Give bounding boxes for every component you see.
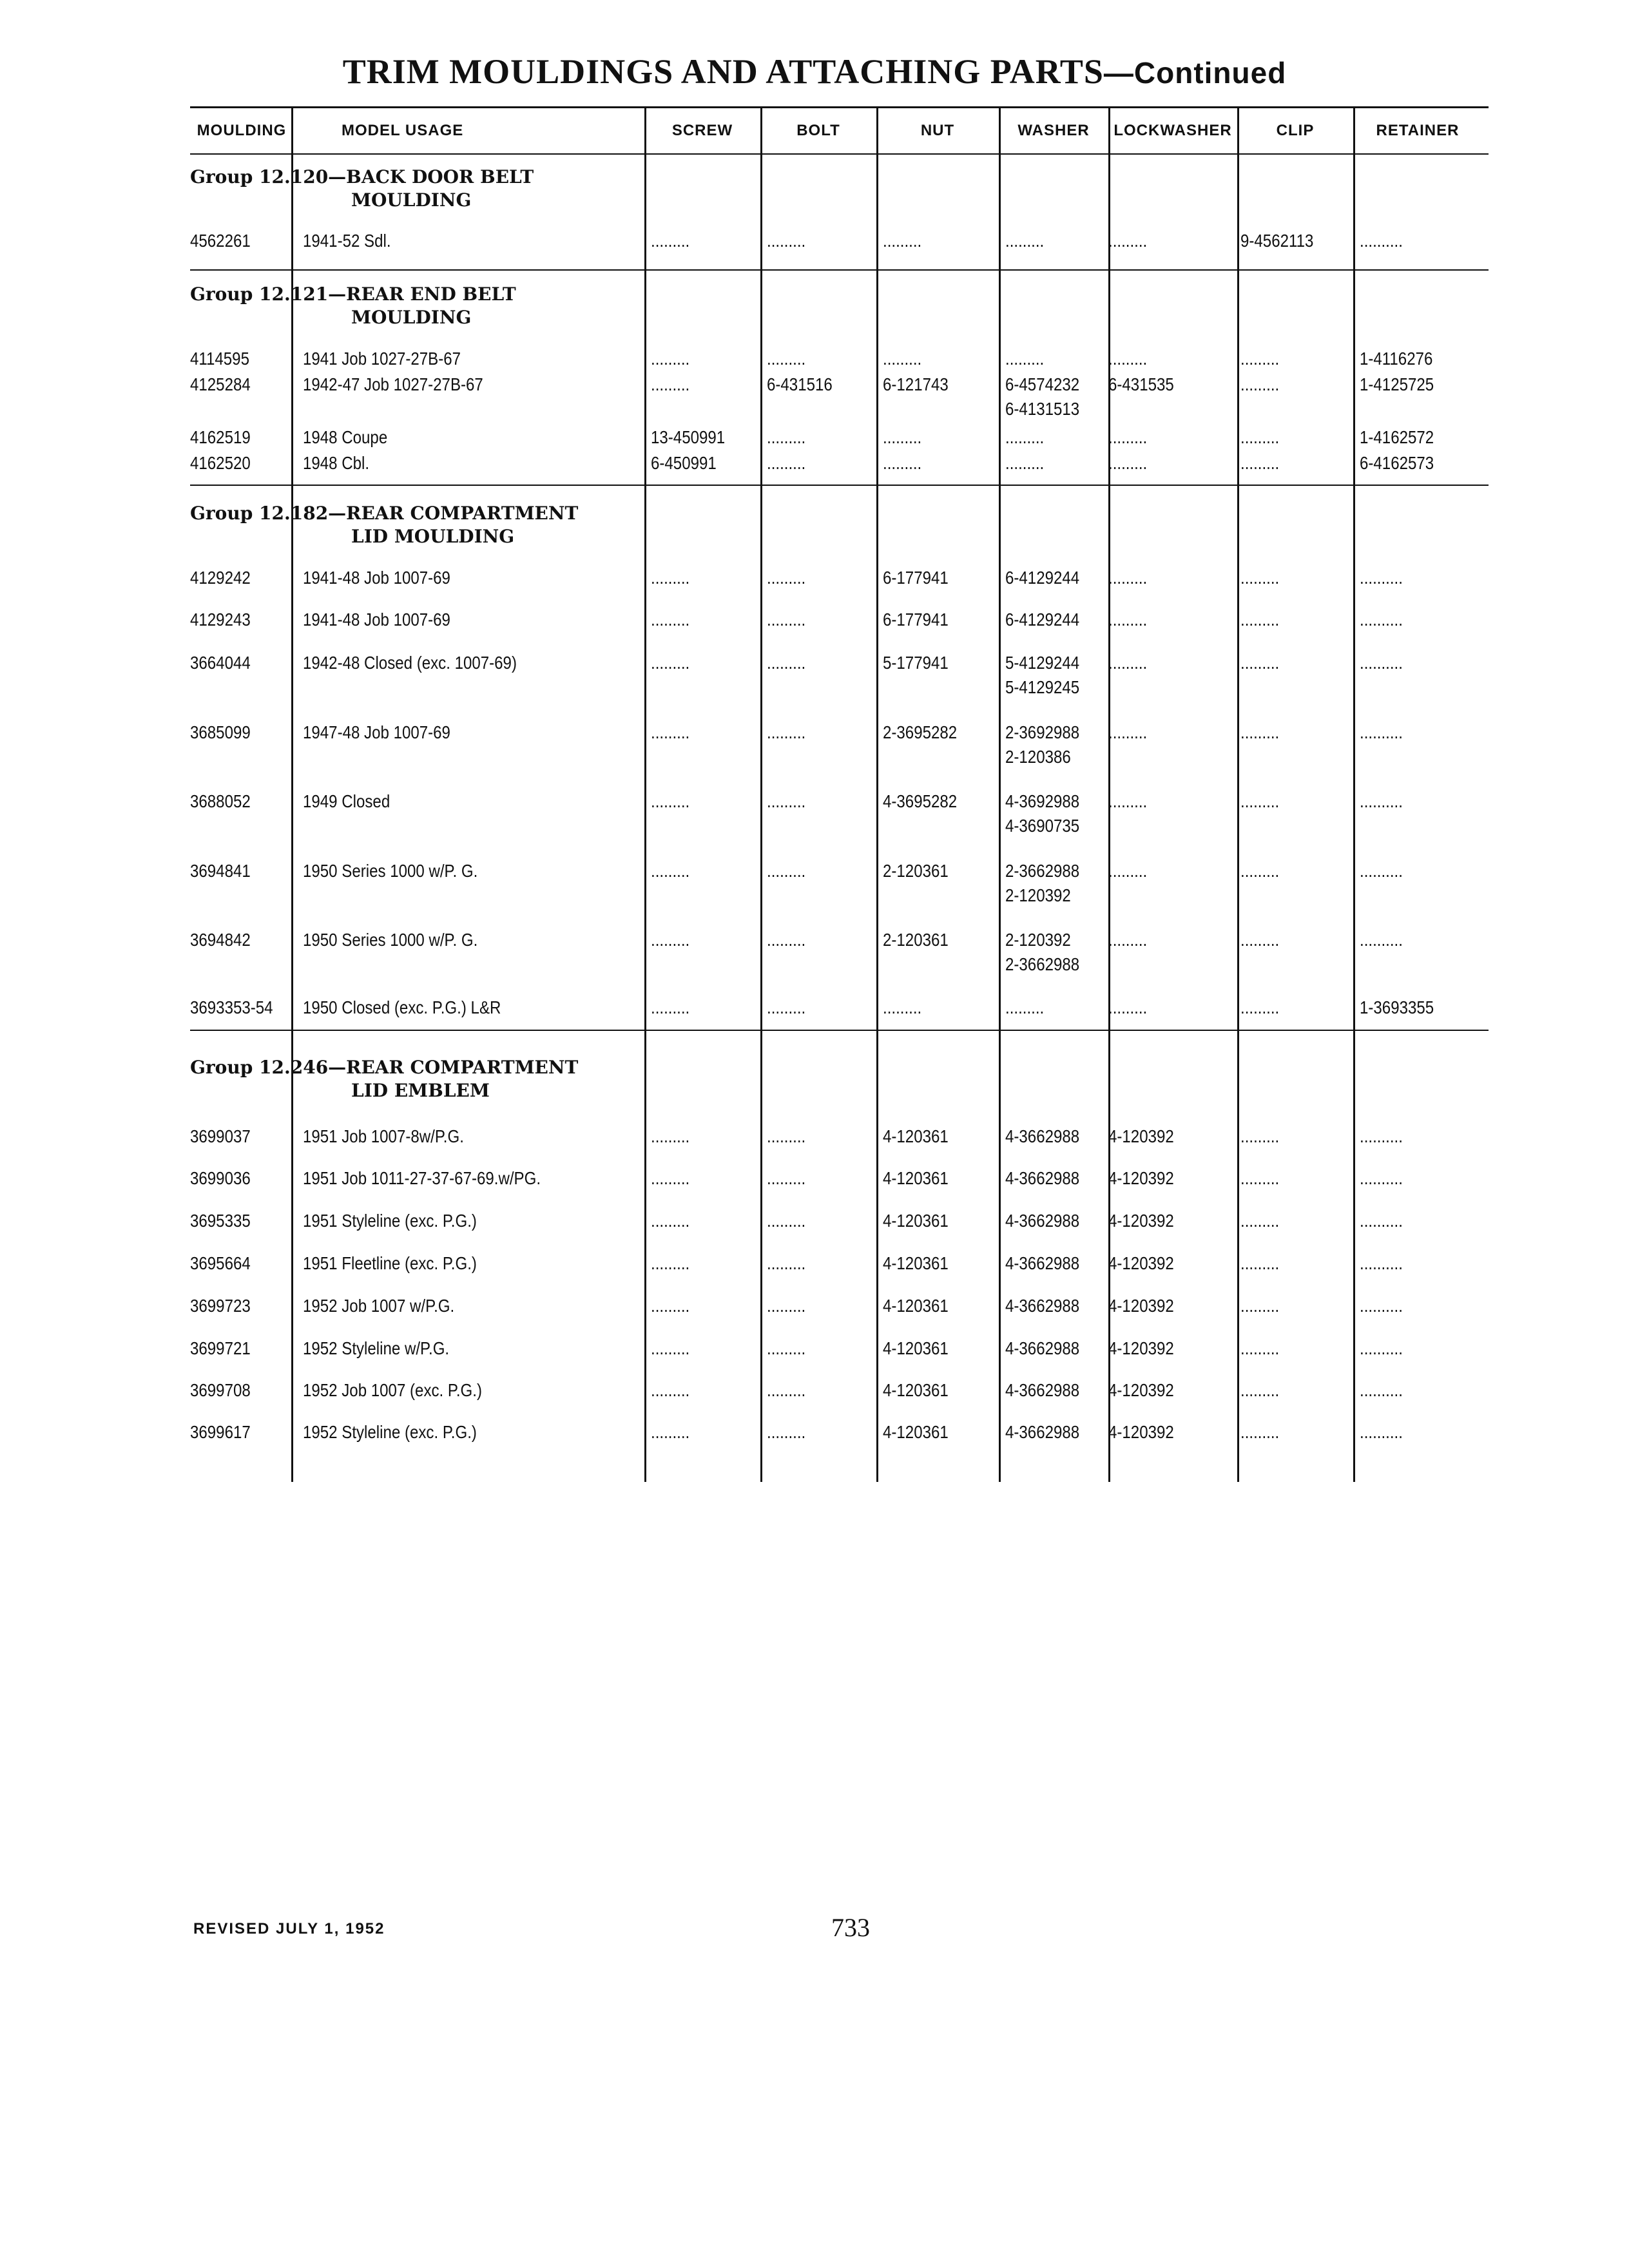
page-number: 733 xyxy=(831,1913,870,1942)
header-bottom-rule xyxy=(190,153,1489,155)
cell-washer: ......... xyxy=(1005,231,1045,251)
column-header-model-usage: MODEL USAGE xyxy=(342,122,464,139)
cell-model-usage: 1941 Job 1027-27B-67 xyxy=(303,349,461,369)
cell-lockwasher: ......... xyxy=(1108,427,1148,447)
cell-nut: 2-120361 xyxy=(883,861,949,881)
cell-clip: ......... xyxy=(1240,568,1280,588)
cell-moulding: 3699708 xyxy=(190,1380,251,1400)
cell-nut: 4-120361 xyxy=(883,1422,949,1442)
cell-retainer: 1-4125725 xyxy=(1360,374,1434,394)
cell-nut: 4-3695282 xyxy=(883,791,958,811)
cell-retainer: .......... xyxy=(1360,1211,1403,1231)
cell-retainer: .......... xyxy=(1360,1422,1403,1442)
cell-screw: ......... xyxy=(651,610,690,629)
cell-model-usage: 1942-48 Closed (exc. 1007-69) xyxy=(303,653,517,673)
cell-clip: ......... xyxy=(1240,1422,1280,1442)
cell-washer: 5-4129244 5-4129245 xyxy=(1005,653,1080,697)
cell-screw: ......... xyxy=(651,568,690,588)
column-divider xyxy=(644,106,646,1482)
cell-lockwasher: ......... xyxy=(1108,453,1148,473)
cell-moulding: 3699617 xyxy=(190,1422,251,1442)
cell-bolt: ......... xyxy=(767,1338,806,1358)
cell-screw: ......... xyxy=(651,930,690,950)
cell-screw: ......... xyxy=(651,349,690,369)
cell-washer: ......... xyxy=(1005,427,1045,447)
cell-moulding: 3699721 xyxy=(190,1338,251,1358)
cell-clip: ......... xyxy=(1240,1168,1280,1188)
cell-model-usage: 1951 Job 1007-8w/P.G. xyxy=(303,1126,464,1146)
cell-model-usage: 1952 Job 1007 (exc. P.G.) xyxy=(303,1380,482,1400)
cell-model-usage: 1942-47 Job 1027-27B-67 xyxy=(303,374,483,394)
cell-lockwasher: ......... xyxy=(1108,653,1148,673)
cell-clip: ......... xyxy=(1240,861,1280,881)
group-heading: Group 12.246—REAR COMPARTMENT xyxy=(190,1057,579,1078)
cell-clip: ......... xyxy=(1240,653,1280,673)
cell-moulding: 3694842 xyxy=(190,930,251,950)
cell-moulding: 4129243 xyxy=(190,610,251,629)
cell-moulding: 3693353-54 xyxy=(190,997,273,1017)
group-heading: LID EMBLEM xyxy=(351,1080,490,1101)
cell-washer: 2-3692988 2-120386 xyxy=(1005,722,1080,767)
cell-lockwasher: 4-120392 xyxy=(1108,1380,1174,1400)
cell-bolt: ......... xyxy=(767,722,806,742)
cell-model-usage: 1941-48 Job 1007-69 xyxy=(303,568,450,588)
cell-washer: 4-3662988 xyxy=(1005,1253,1080,1273)
cell-nut: 4-120361 xyxy=(883,1168,949,1188)
cell-clip: ......... xyxy=(1240,374,1280,394)
cell-lockwasher: ......... xyxy=(1108,610,1148,629)
cell-washer: ......... xyxy=(1005,453,1045,473)
cell-lockwasher: ......... xyxy=(1108,568,1148,588)
cell-clip: ......... xyxy=(1240,427,1280,447)
cell-model-usage: 1950 Series 1000 w/P. G. xyxy=(303,930,478,950)
cell-moulding: 3695335 xyxy=(190,1211,251,1231)
cell-nut: ......... xyxy=(883,997,922,1017)
cell-washer: 4-3662988 xyxy=(1005,1126,1080,1146)
group-heading: MOULDING xyxy=(351,307,472,328)
cell-screw: ......... xyxy=(651,997,690,1017)
cell-washer: ......... xyxy=(1005,349,1045,369)
cell-nut: ......... xyxy=(883,231,922,251)
page-title xyxy=(0,52,1629,91)
cell-moulding: 3699723 xyxy=(190,1296,251,1316)
cell-washer: 4-3662988 xyxy=(1005,1168,1080,1188)
cell-bolt: ......... xyxy=(767,1126,806,1146)
cell-washer: 4-3662988 xyxy=(1005,1211,1080,1231)
group-heading: MOULDING xyxy=(351,189,472,211)
cell-clip: ......... xyxy=(1240,1380,1280,1400)
cell-model-usage: 1950 Series 1000 w/P. G. xyxy=(303,861,478,881)
cell-moulding: 4162519 xyxy=(190,427,251,447)
cell-moulding: 4162520 xyxy=(190,453,251,473)
cell-clip: ......... xyxy=(1240,453,1280,473)
cell-model-usage: 1941-48 Job 1007-69 xyxy=(303,610,450,629)
cell-nut: 5-177941 xyxy=(883,653,949,673)
cell-washer: 4-3662988 xyxy=(1005,1296,1080,1316)
cell-retainer: .......... xyxy=(1360,1126,1403,1146)
cell-model-usage: 1947-48 Job 1007-69 xyxy=(303,722,450,742)
cell-washer: 6-4129244 xyxy=(1005,610,1080,629)
column-divider xyxy=(760,106,762,1482)
cell-lockwasher: ......... xyxy=(1108,861,1148,881)
cell-bolt: ......... xyxy=(767,1168,806,1188)
column-divider xyxy=(876,106,878,1482)
cell-bolt: ......... xyxy=(767,610,806,629)
column-header-lockwasher: LOCKWASHER xyxy=(1113,122,1232,139)
cell-clip: ......... xyxy=(1240,1338,1280,1358)
cell-bolt: ......... xyxy=(767,1380,806,1400)
cell-model-usage: 1941-52 Sdl. xyxy=(303,231,391,251)
title-suffix: —Continued xyxy=(1103,56,1287,90)
title-main: TRIM MOULDINGS AND ATTACHING PARTS xyxy=(342,52,1104,91)
cell-retainer: .......... xyxy=(1360,1338,1403,1358)
group-heading: Group 12.120—BACK DOOR BELT xyxy=(190,166,534,187)
cell-screw: ......... xyxy=(651,653,690,673)
cell-nut: 4-120361 xyxy=(883,1211,949,1231)
cell-nut: 4-120361 xyxy=(883,1338,949,1358)
cell-nut: 6-177941 xyxy=(883,610,949,629)
cell-retainer: .......... xyxy=(1360,653,1403,673)
revised-date: REVISED JULY 1, 1952 xyxy=(193,1920,385,1937)
cell-model-usage: 1951 Job 1011-27-37-67-69.w/PG. xyxy=(303,1168,541,1188)
cell-nut: 4-120361 xyxy=(883,1253,949,1273)
cell-lockwasher: ......... xyxy=(1108,231,1148,251)
column-header-bolt: BOLT xyxy=(796,122,840,139)
group-heading: Group 12.121—REAR END BELT xyxy=(190,284,516,305)
column-divider xyxy=(999,106,1001,1482)
cell-washer: 4-3662988 xyxy=(1005,1338,1080,1358)
cell-retainer: 1-4116276 xyxy=(1360,349,1433,369)
cell-model-usage: 1951 Styleline (exc. P.G.) xyxy=(303,1211,477,1231)
cell-clip: ......... xyxy=(1240,610,1280,629)
cell-nut: ......... xyxy=(883,453,922,473)
group-heading: Group 12.182—REAR COMPARTMENT xyxy=(190,503,579,524)
cell-screw: ......... xyxy=(651,861,690,881)
column-header-screw: SCREW xyxy=(671,122,733,139)
cell-screw: ......... xyxy=(651,1338,690,1358)
cell-bolt: ......... xyxy=(767,427,806,447)
cell-retainer: .......... xyxy=(1360,568,1403,588)
cell-washer: 6-4129244 xyxy=(1005,568,1080,588)
cell-bolt: ......... xyxy=(767,930,806,950)
cell-retainer: .......... xyxy=(1360,791,1403,811)
cell-retainer: 6-4162573 xyxy=(1360,453,1434,473)
cell-moulding: 3685099 xyxy=(190,722,251,742)
cell-moulding: 4114595 xyxy=(190,349,249,369)
cell-bolt: ......... xyxy=(767,349,806,369)
cell-lockwasher: 4-120392 xyxy=(1108,1296,1174,1316)
cell-model-usage: 1950 Closed (exc. P.G.) L&R xyxy=(303,997,501,1017)
cell-screw: ......... xyxy=(651,1296,690,1316)
cell-model-usage: 1952 Job 1007 w/P.G. xyxy=(303,1296,455,1316)
group-heading: LID MOULDING xyxy=(351,526,515,547)
cell-nut: 6-121743 xyxy=(883,374,949,394)
cell-retainer: .......... xyxy=(1360,722,1403,742)
column-header-moulding: MOULDING xyxy=(197,122,287,139)
cell-lockwasher: ......... xyxy=(1108,722,1148,742)
cell-clip: 9-4562113 xyxy=(1240,231,1314,251)
cell-screw: 13-450991 xyxy=(651,427,726,447)
cell-moulding: 3699037 xyxy=(190,1126,251,1146)
cell-nut: 2-3695282 xyxy=(883,722,958,742)
cell-lockwasher: 6-431535 xyxy=(1108,374,1174,394)
cell-bolt: ......... xyxy=(767,1296,806,1316)
column-divider xyxy=(1353,106,1355,1482)
cell-screw: ......... xyxy=(651,1253,690,1273)
cell-moulding: 3695664 xyxy=(190,1253,251,1273)
cell-washer: 4-3662988 xyxy=(1005,1422,1080,1442)
cell-retainer: .......... xyxy=(1360,610,1403,629)
cell-nut: 6-177941 xyxy=(883,568,949,588)
cell-bolt: ......... xyxy=(767,1211,806,1231)
cell-lockwasher: ......... xyxy=(1108,930,1148,950)
cell-moulding: 3688052 xyxy=(190,791,251,811)
cell-nut: 4-120361 xyxy=(883,1126,949,1146)
cell-lockwasher: 4-120392 xyxy=(1108,1126,1174,1146)
cell-screw: ......... xyxy=(651,722,690,742)
cell-screw: ......... xyxy=(651,1422,690,1442)
cell-moulding: 4125284 xyxy=(190,374,251,394)
cell-moulding: 4562261 xyxy=(190,231,251,251)
cell-model-usage: 1951 Fleetline (exc. P.G.) xyxy=(303,1253,477,1273)
column-header-nut: NUT xyxy=(920,122,955,139)
cell-nut: 2-120361 xyxy=(883,930,949,950)
group-separator xyxy=(190,1030,1489,1031)
cell-washer: 2-120392 2-3662988 xyxy=(1005,930,1080,974)
cell-lockwasher: ......... xyxy=(1108,349,1148,369)
cell-retainer: .......... xyxy=(1360,930,1403,950)
column-header-retainer: RETAINER xyxy=(1376,122,1460,139)
cell-lockwasher: 4-120392 xyxy=(1108,1338,1174,1358)
cell-lockwasher: 4-120392 xyxy=(1108,1211,1174,1231)
cell-nut: 4-120361 xyxy=(883,1296,949,1316)
cell-bolt: ......... xyxy=(767,791,806,811)
cell-washer: 6-4574232 6-4131513 xyxy=(1005,374,1080,419)
cell-nut: ......... xyxy=(883,349,922,369)
cell-bolt: ......... xyxy=(767,568,806,588)
cell-clip: ......... xyxy=(1240,791,1280,811)
cell-model-usage: 1948 Coupe xyxy=(303,427,388,447)
cell-screw: ......... xyxy=(651,374,690,394)
cell-clip: ......... xyxy=(1240,349,1280,369)
cell-retainer: 1-3693355 xyxy=(1360,997,1434,1017)
cell-nut: ......... xyxy=(883,427,922,447)
cell-bolt: ......... xyxy=(767,997,806,1017)
cell-lockwasher: 4-120392 xyxy=(1108,1168,1174,1188)
cell-moulding: 3699036 xyxy=(190,1168,251,1188)
cell-lockwasher: 4-120392 xyxy=(1108,1422,1174,1442)
cell-screw: ......... xyxy=(651,1211,690,1231)
cell-model-usage: 1952 Styleline (exc. P.G.) xyxy=(303,1422,477,1442)
cell-bolt: ......... xyxy=(767,653,806,673)
cell-clip: ......... xyxy=(1240,1253,1280,1273)
cell-washer: ......... xyxy=(1005,997,1045,1017)
cell-moulding: 3694841 xyxy=(190,861,251,881)
cell-screw: ......... xyxy=(651,1168,690,1188)
column-divider xyxy=(291,106,293,1482)
cell-clip: ......... xyxy=(1240,722,1280,742)
column-header-washer: WASHER xyxy=(1017,122,1090,139)
cell-retainer: .......... xyxy=(1360,1253,1403,1273)
cell-washer: 2-3662988 2-120392 xyxy=(1005,861,1080,905)
cell-screw: 6-450991 xyxy=(651,453,717,473)
cell-moulding: 4129242 xyxy=(190,568,251,588)
cell-bolt: ......... xyxy=(767,1253,806,1273)
cell-screw: ......... xyxy=(651,791,690,811)
cell-moulding: 3664044 xyxy=(190,653,251,673)
cell-model-usage: 1948 Cbl. xyxy=(303,453,370,473)
cell-clip: ......... xyxy=(1240,930,1280,950)
cell-clip: ......... xyxy=(1240,1296,1280,1316)
cell-retainer: .......... xyxy=(1360,1168,1403,1188)
group-separator xyxy=(190,485,1489,486)
cell-nut: 4-120361 xyxy=(883,1380,949,1400)
group-separator xyxy=(190,269,1489,271)
cell-clip: ......... xyxy=(1240,997,1280,1017)
column-divider xyxy=(1237,106,1239,1482)
cell-screw: ......... xyxy=(651,231,690,251)
cell-lockwasher: ......... xyxy=(1108,791,1148,811)
cell-bolt: 6-431516 xyxy=(767,374,833,394)
cell-model-usage: 1952 Styleline w/P.G. xyxy=(303,1338,450,1358)
cell-clip: ......... xyxy=(1240,1211,1280,1231)
cell-model-usage: 1949 Closed xyxy=(303,791,390,811)
cell-lockwasher: 4-120392 xyxy=(1108,1253,1174,1273)
cell-bolt: ......... xyxy=(767,1422,806,1442)
column-header-clip: CLIP xyxy=(1276,122,1315,139)
cell-bolt: ......... xyxy=(767,861,806,881)
cell-bolt: ......... xyxy=(767,453,806,473)
cell-screw: ......... xyxy=(651,1126,690,1146)
cell-washer: 4-3692988 4-3690735 xyxy=(1005,791,1080,836)
cell-retainer: .......... xyxy=(1360,231,1403,251)
cell-retainer: .......... xyxy=(1360,861,1403,881)
cell-retainer: .......... xyxy=(1360,1380,1403,1400)
cell-bolt: ......... xyxy=(767,231,806,251)
cell-retainer: .......... xyxy=(1360,1296,1403,1316)
cell-screw: ......... xyxy=(651,1380,690,1400)
cell-washer: 4-3662988 xyxy=(1005,1380,1080,1400)
cell-lockwasher: ......... xyxy=(1108,997,1148,1017)
cell-retainer: 1-4162572 xyxy=(1360,427,1434,447)
cell-clip: ......... xyxy=(1240,1126,1280,1146)
